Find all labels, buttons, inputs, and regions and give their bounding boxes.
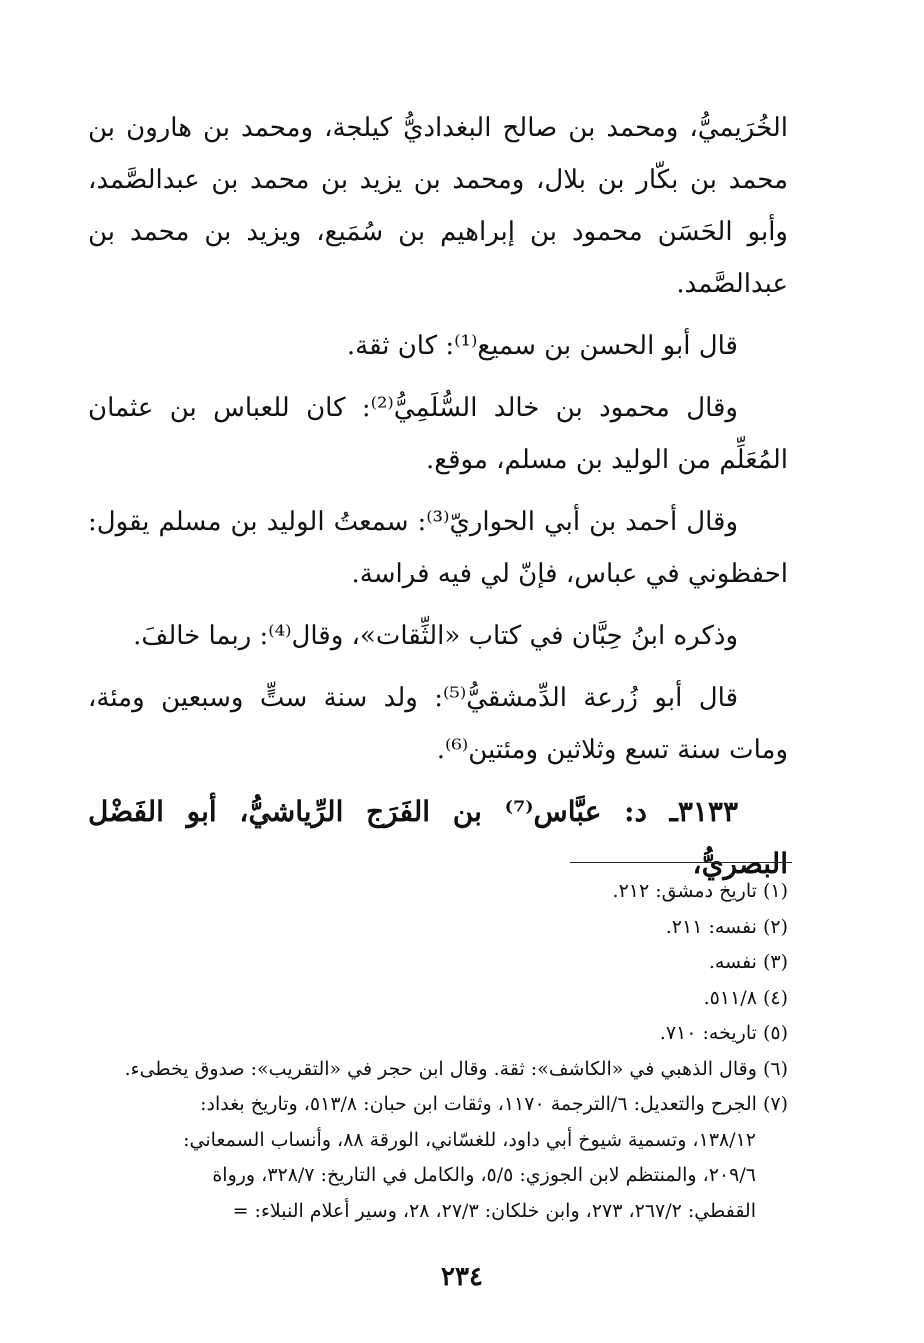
footnote-1: (١) تاريخ دمشق: ٢١٢. [612, 880, 788, 902]
footnote-7-line-4: القفطي: ٢٦٧/٢، ٢٧٣، وابن خلكان: ٢٧/٣، ٢٨، وسير أعلام النبلاء: = [232, 1199, 756, 1222]
biography-entry-heading: ٣١٣٣ـ د: عبَّاس⁽⁷⁾ بن الفَرَج الرِّياشيُّ، أبو الفَضْل البصريُّ، [88, 795, 788, 880]
footnote-7-line-1: (٧) الجرح والتعديل: ٦/الترجمة ١١٧٠، وثقات ابن حبان: ٥١٣/٨، وتاريخ بغداد: [200, 1093, 788, 1115]
footnote-3: (٣) نفسه. [708, 951, 788, 973]
paragraph-mahmud-sulami-quote: وقال محمود بن خالد السُّلَمِيُّ⁽²⁾: كان للعباس بن عثمان المُعَلِّم من الوليد بن مسلم، موقع. [88, 393, 788, 475]
footnote-7-line-3: ٢٠٩/٦، والمنتظم لابن الجوزي: ٥/٥، والكامل في التاريخ: ٣٢٨/٧، ورواة [212, 1164, 756, 1186]
footnote-5: (٥) تاريخه: ٧١٠. [659, 1022, 788, 1044]
footnote-divider [570, 862, 792, 863]
paragraph-ibn-sumai-quote: قال أبو الحسن بن سميع⁽¹⁾: كان ثقة. [346, 331, 738, 361]
footnote-4: (٤) ٥١١/٨. [703, 986, 788, 1009]
footnote-2: (٢) نفسه: ٢١١. [665, 915, 788, 938]
paragraph-ahmad-hawari-quote: وقال أحمد بن أبي الحواريّ⁽³⁾: سمعتُ الوليد بن مسلم يقول: احفظوني في عباس، فإنّ لي فيه فراسة. [88, 507, 788, 589]
paragraph-narrators-list: الخُرَيميُّ، ومحمد بن صالح البغداديُّ كيلجة، ومحمد بن هارون بن محمد بن بكّار بن بلال، ومحمد بن يزيد بن محمد بن عبدالصَّمد، وأبو الحَسَن محمود بن إبراهيم بن سُمَيع، ويزيد بن محمد بن عبدالصَّمد. [88, 113, 788, 299]
paragraph-abu-zura-dates: قال أبو زُرعة الدِّمشقيُّ⁽⁵⁾: ولد سنة ستٍّ وسبعين ومئة، ومات سنة تسع وثلاثين ومئتين⁽⁶⁾. [88, 683, 788, 765]
footnote-6: (٦) وقال الذهبي في «الكاشف»: ثقة. وقال ابن حجر في «التقريب»: صدوق يخطىء. [124, 1057, 788, 1080]
footnote-7-line-2: ١٣٨/١٢، وتسمية شيوخ أبي داود، للغسّاني، الورقة ٨٨، وأنساب السمعاني: [183, 1128, 756, 1151]
footnotes-block [98, 874, 788, 1229]
page-number: ٢٣٤ [441, 1262, 483, 1292]
main-text-block [88, 102, 788, 890]
paragraph-ibn-hibban-mention: وذكره ابنُ حِبَّان في كتاب «الثِّقات»، وقال⁽⁴⁾: ربما خالفَ. [133, 621, 738, 651]
